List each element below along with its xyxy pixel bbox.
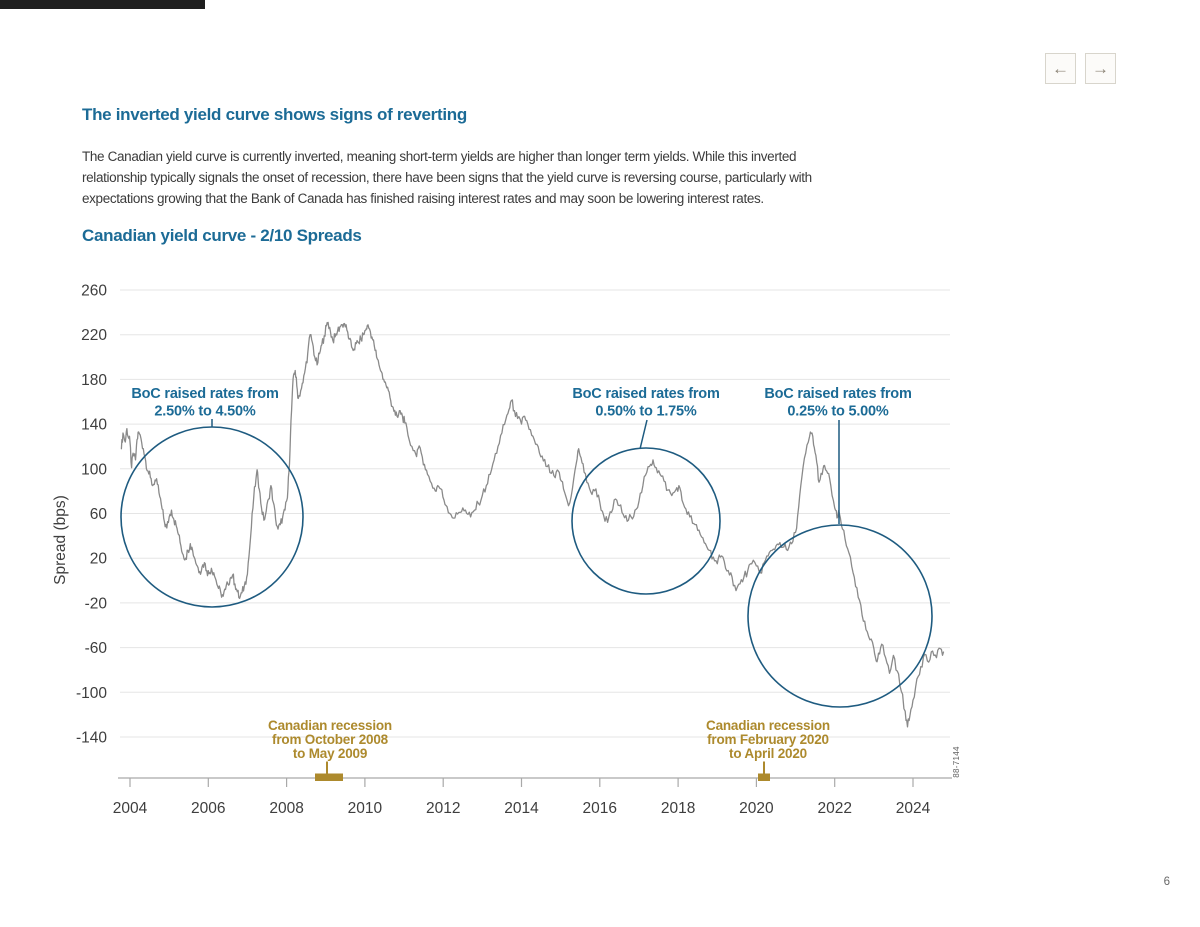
y-tick-label: 100 <box>81 461 107 479</box>
rate-hike-label: 2.50% to 4.50% <box>154 403 256 420</box>
x-tick-label: 2020 <box>739 800 774 817</box>
y-tick-label: 220 <box>81 327 107 345</box>
arrow-right-icon: → <box>1092 58 1109 78</box>
paragraph-line: The Canadian yield curve is currently inverted, meaning short-term yields are higher than longer term yields. While this inverted <box>82 149 797 164</box>
next-page-button[interactable] <box>1085 53 1116 84</box>
document-code: 88-7144 <box>952 746 961 778</box>
rate-hike-label: BoC raised rates from <box>131 386 279 402</box>
y-axis-title: Spread (bps) <box>52 495 69 585</box>
x-tick-label: 2004 <box>112 800 148 817</box>
y-tick-label: -60 <box>84 640 107 658</box>
x-tick-label: 2018 <box>660 800 696 817</box>
recession-label: Canadian recession <box>706 718 830 733</box>
rate-hike-label: 0.25% to 5.00% <box>787 403 889 420</box>
x-tick-label: 2016 <box>582 800 618 817</box>
recession-period-bar <box>758 774 770 782</box>
y-tick-label: -100 <box>75 684 107 702</box>
y-tick-label: 60 <box>89 506 107 523</box>
arrow-left-icon: ← <box>1052 58 1069 78</box>
y-tick-label: 140 <box>81 416 107 434</box>
recession-label: Canadian recession <box>268 718 392 733</box>
y-tick-label: 260 <box>81 282 107 300</box>
intro-paragraph <box>82 146 812 209</box>
y-tick-label: 20 <box>89 550 107 568</box>
x-tick-label: 2010 <box>347 800 383 817</box>
rate-hike-label: BoC raised rates from <box>572 386 720 402</box>
paragraph-line: expectations growing that the Bank of Canada has finished raising interest rates and may soon be lowering interest rates. <box>82 191 764 206</box>
x-tick-label: 2006 <box>191 800 226 817</box>
page-number: 6 <box>1163 876 1170 888</box>
y-tick-label: -20 <box>84 595 107 613</box>
recession-period-bar <box>315 774 343 782</box>
x-tick-label: 2022 <box>817 800 852 817</box>
spread-line-series <box>121 322 943 727</box>
rate-hike-label: BoC raised rates from <box>764 386 912 402</box>
page-title: The inverted yield curve shows signs of reverting <box>82 105 467 124</box>
yield-spread-chart <box>0 265 1010 845</box>
recession-label: to May 2009 <box>292 746 368 761</box>
recession-label: from February 2020 <box>707 732 829 747</box>
y-tick-label: -140 <box>75 729 107 747</box>
rate-hike-label: 0.50% to 1.75% <box>595 403 697 420</box>
recession-label: to April 2020 <box>729 746 807 761</box>
y-tick-label: 180 <box>81 371 107 389</box>
highlight-circle <box>748 525 932 707</box>
x-tick-label: 2008 <box>269 800 304 817</box>
masthead-bar <box>0 0 205 9</box>
chart-title: Canadian yield curve - 2/10 Spreads <box>82 226 362 245</box>
highlight-circle <box>572 448 720 594</box>
recession-label: from October 2008 <box>272 732 388 747</box>
paragraph-line: relationship typically signals the onset of recession, there have been signs that the yield curve is reversing course, particularly with <box>82 170 812 185</box>
x-tick-label: 2024 <box>895 800 931 817</box>
x-tick-label: 2014 <box>504 800 539 817</box>
x-tick-label: 2012 <box>425 800 461 817</box>
prev-page-button[interactable] <box>1045 53 1076 84</box>
